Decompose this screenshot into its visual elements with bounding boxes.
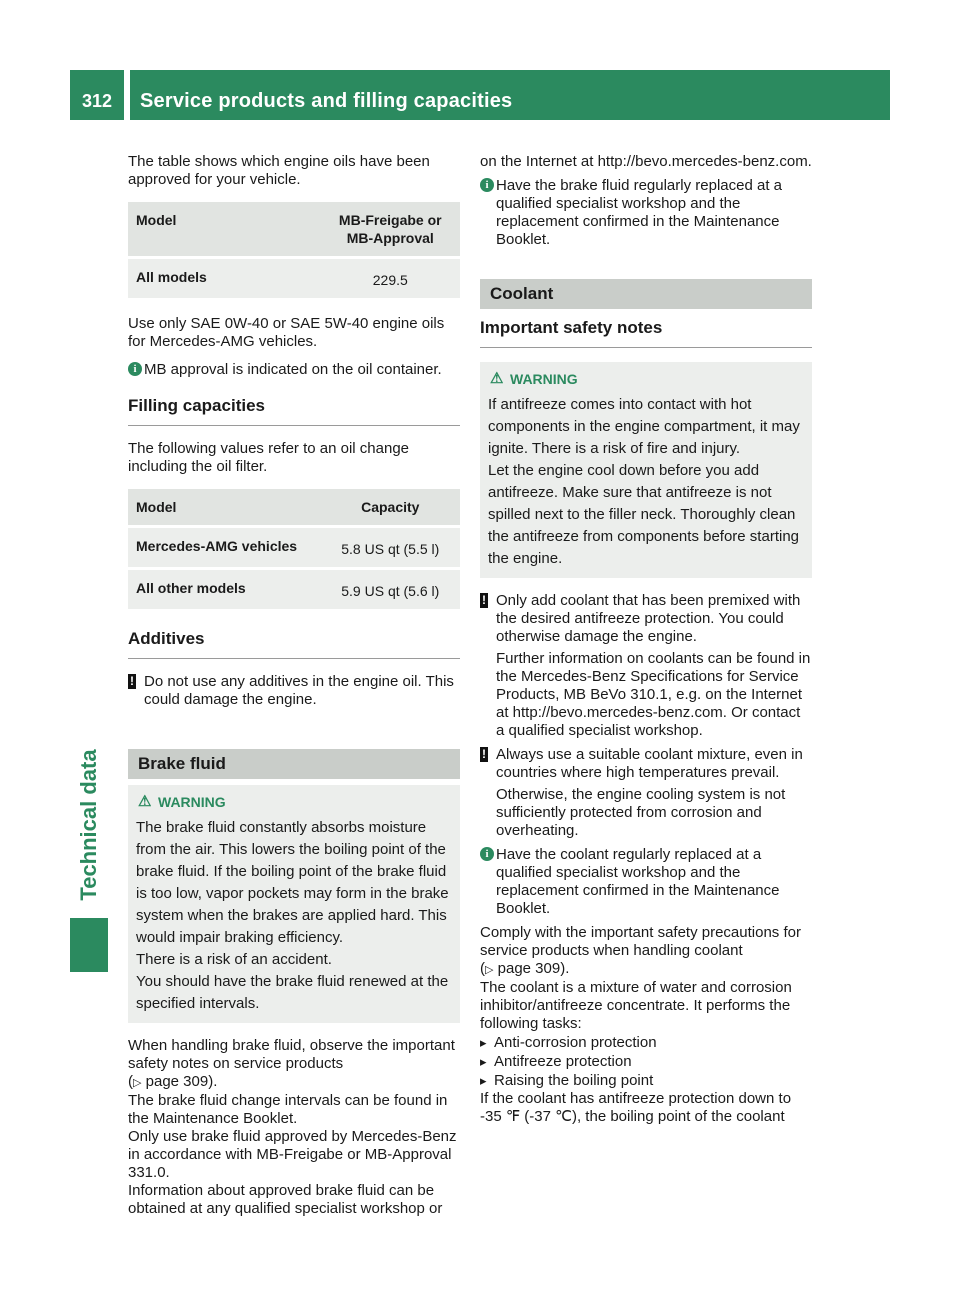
brake-replace-note xyxy=(480,177,812,249)
safety-notes-heading: Important safety notes xyxy=(480,319,812,348)
table-cell: 5.8 US qt (5.5 l) xyxy=(321,528,460,567)
table-header-row xyxy=(128,202,460,256)
table-cell: All models xyxy=(128,259,321,298)
right-column xyxy=(480,153,812,1126)
warning-title-text: WARNING xyxy=(510,371,578,387)
sae-note: Use only SAE 0W-40 or SAE 5W-40 engine oils for Mercedes-AMG vehicles. xyxy=(128,315,445,350)
side-tab-label: Technical data xyxy=(76,749,101,901)
left-column xyxy=(128,153,460,1218)
oil-approval-table xyxy=(128,199,460,301)
approval-note-text: MB approval is indicated on the oil container. xyxy=(144,361,442,378)
warning-title-text: WARNING xyxy=(158,794,226,810)
caution-icon: ! xyxy=(482,593,486,607)
note-text: Further information on coolants can be found in the Mercedes-Benz Specifications for Service Products, MB BeVo 310.1, e.g. on the Internet at http://bevo.mercedes-benz.com. Or contact a qualified specialist workshop. xyxy=(496,650,811,739)
approval-note xyxy=(128,361,460,379)
additives-note xyxy=(128,673,460,709)
page-ref-arrow-icon: ▷ xyxy=(133,1077,142,1089)
info-icon: i xyxy=(128,362,142,376)
brake-warning-box xyxy=(128,785,460,1023)
table-header: MB-Freigabe or MB-Approval xyxy=(321,202,460,256)
coolant-premix-note xyxy=(480,592,812,740)
oil-intro: The table shows which engine oils have been approved for your vehicle. xyxy=(128,153,430,188)
filling-intro: The following values refer to an oil change including the oil filter. xyxy=(128,440,410,475)
table-cell: 5.9 US qt (5.6 l) xyxy=(321,570,460,609)
table-header-row xyxy=(128,489,460,525)
list-item: ▸ Antifreeze protection xyxy=(480,1052,812,1071)
note-text: Only add coolant that has been premixed with the desired antifreeze protection. You could otherwise damage the engine. xyxy=(496,592,801,645)
note-text: Otherwise, the engine cooling system is not sufficiently protected from corrosion and overheating. xyxy=(496,786,786,839)
brake-replace-text: Have the brake fluid regularly replaced at a qualified specialist workshop and the replacement confirmed in the Maintenance Booklet. xyxy=(496,177,782,248)
note-text: Always use a suitable coolant mixture, even in countries where high temperatures prevail. xyxy=(496,746,803,781)
warning-text: You should have the brake fluid renewed at the specified intervals. xyxy=(136,973,449,1012)
table-row xyxy=(128,528,460,567)
info-icon: i xyxy=(480,847,494,861)
page-ref-link[interactable]: page 309). xyxy=(497,960,570,977)
list-item: ▸ Anti-corrosion protection xyxy=(480,1033,812,1052)
additives-note-text: Do not use any additives in the engine oil. This could damage the engine. xyxy=(144,673,454,708)
caution-icon: ! xyxy=(130,674,134,688)
warning-title xyxy=(488,370,804,388)
warning-text: Let the engine cool down before you add antifreeze. Make sure that antifreeze is not spilled next to the filler neck. Thoroughly clean the antifreeze from components before starting the engine. xyxy=(488,462,800,567)
brake-handling-text: When handling brake fluid, observe the important safety notes on service products (▷ page 309). xyxy=(128,1037,455,1090)
warning-text: The brake fluid constantly absorbs moisture from the air. This lowers the boiling point of the brake fluid. If the boiling point of the brake fluid is too low, vapor pockets may form in the brake system when the brakes are applied hard. This would impair braking efficiency. xyxy=(136,819,449,946)
brake-fluid-band: Brake fluid xyxy=(128,749,460,779)
coolant-replace-text: Have the coolant regularly replaced at a qualified specialist workshop and the replacement confirmed in the Maintenance Booklet. xyxy=(496,846,780,917)
additives-heading: Additives xyxy=(128,630,460,659)
table-row xyxy=(128,570,460,609)
table-header: Model xyxy=(128,202,321,256)
page-title: Service products and filling capacities xyxy=(140,90,513,112)
brake-intervals-text: The brake fluid change intervals can be found in the Maintenance Booklet. xyxy=(128,1092,448,1127)
coolant-replace-note xyxy=(480,846,812,918)
warning-title xyxy=(136,793,452,811)
info-icon: i xyxy=(480,178,494,192)
coolant-mixture-note xyxy=(480,746,812,840)
table-header: Model xyxy=(128,489,321,525)
warning-triangle-icon: ⚠ xyxy=(490,370,504,387)
caution-icon: ! xyxy=(482,747,486,761)
table-row xyxy=(128,259,460,298)
table-cell: Mercedes-AMG vehicles xyxy=(128,528,321,567)
warning-text: There is a risk of an accident. xyxy=(136,951,332,968)
comply-text: Comply with the important safety precautions for service products when handling coolant (▷ page 309). xyxy=(480,924,801,977)
page-number: 312 xyxy=(81,91,113,111)
page-ref-arrow-icon: ▷ xyxy=(485,964,494,976)
coolant-band: Coolant xyxy=(480,279,812,309)
capacity-table xyxy=(128,486,460,612)
brake-info-text: Information about approved brake fluid can be obtained at any qualified specialist workshop or xyxy=(128,1182,443,1217)
page-ref-link[interactable]: page 309). xyxy=(145,1073,218,1090)
table-header: Capacity xyxy=(321,489,460,525)
table-cell: All other models xyxy=(128,570,321,609)
comply-body: Comply with the important safety precautions for service products when handling coolant xyxy=(480,924,801,959)
antifreeze-final-text: If the coolant has antifreeze protection down to -35 ℉ (-37 ℃), the boiling point of the coolant xyxy=(480,1090,792,1125)
mixture-text: The coolant is a mixture of water and corrosion inhibitor/antifreeze concentrate. It performs the following tasks: xyxy=(480,979,792,1032)
table-cell: 229.5 xyxy=(321,259,460,298)
brake-approval-text: Only use brake fluid approved by Mercedes-Benz in accordance with MB-Freigabe or MB-Approval 331.0. xyxy=(128,1128,457,1181)
warning-text: If antifreeze comes into contact with hot components in the engine compartment, it may ignite. There is a risk of fire and injury. xyxy=(488,396,800,457)
coolant-tasks-list xyxy=(480,1033,812,1090)
coolant-warning-box xyxy=(480,362,812,578)
list-item: ▸ Raising the boiling point xyxy=(480,1071,812,1090)
bevo-continuation: on the Internet at http://bevo.mercedes-benz.com. xyxy=(480,153,812,170)
header-divider xyxy=(124,70,130,120)
warning-triangle-icon: ⚠ xyxy=(138,793,152,810)
side-tab-marker xyxy=(70,918,108,972)
filling-capacities-heading: Filling capacities xyxy=(128,397,460,426)
brake-handling-body: When handling brake fluid, observe the important safety notes on service products xyxy=(128,1037,455,1072)
